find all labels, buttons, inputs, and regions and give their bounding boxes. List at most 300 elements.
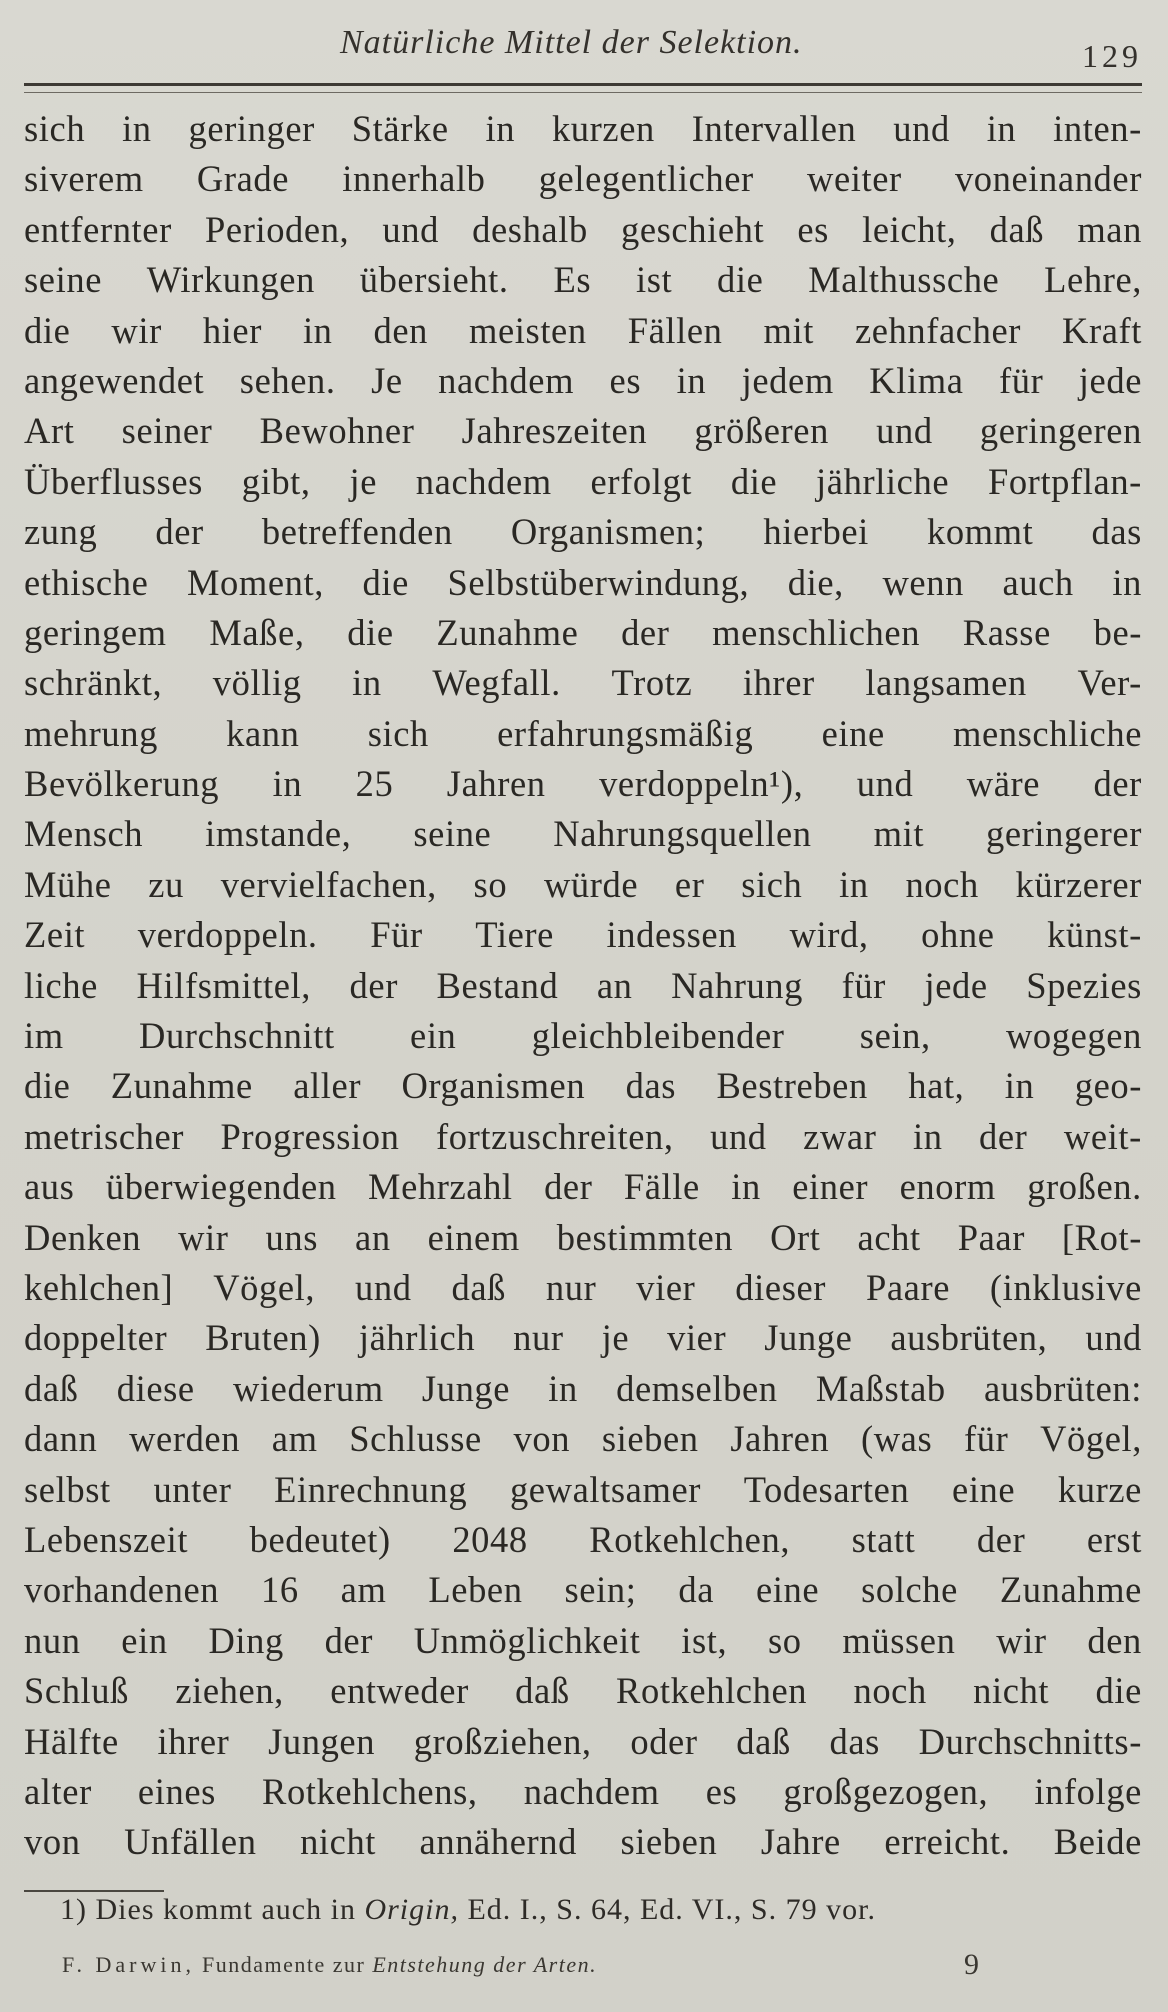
word: indessen — [606, 914, 738, 956]
word: die — [717, 259, 764, 301]
word: großgezogen, — [783, 1770, 989, 1812]
word: demselben — [616, 1367, 778, 1409]
text-line — [24, 1565, 1142, 1615]
word: Beide — [1053, 1821, 1142, 1863]
page-number: 129 — [1082, 38, 1142, 74]
word: Organismen — [401, 1065, 586, 1107]
word: Wirkungen — [146, 259, 315, 301]
word: Bruten) — [205, 1317, 321, 1359]
word: wenn — [882, 561, 964, 603]
word: je — [349, 460, 377, 502]
word: Paare — [865, 1266, 951, 1308]
word: von — [513, 1418, 571, 1460]
word: Schlusse — [349, 1418, 482, 1460]
word: sehen. — [239, 359, 336, 401]
word: Grade — [196, 158, 290, 200]
word: hier — [202, 309, 262, 351]
signature-title-plain: Fundamente zur — [201, 1952, 366, 1977]
word: geringerer — [986, 813, 1142, 855]
word: schränkt, — [24, 662, 163, 704]
word: jährliche — [816, 460, 950, 502]
word: Malthussche — [808, 259, 1000, 301]
word: 25 — [355, 763, 394, 805]
word: bestimmten — [556, 1216, 734, 1258]
word: langsamen — [865, 662, 1027, 704]
word: Rotkehlchens, — [262, 1770, 478, 1812]
text-line — [24, 1011, 1142, 1061]
word: Vögel, — [213, 1266, 316, 1308]
word: zwar — [803, 1115, 877, 1157]
word: sieben — [620, 1821, 718, 1863]
text-line — [24, 154, 1142, 204]
word: erfolgt — [590, 460, 693, 502]
footnote — [60, 1893, 876, 1927]
word: in — [676, 359, 707, 401]
word: doppelter — [24, 1317, 168, 1359]
word: Intervallen — [691, 108, 857, 149]
word: daß — [736, 1720, 791, 1762]
word: eine — [821, 712, 885, 754]
word: Schluß — [24, 1670, 129, 1712]
header-rule-thin — [24, 92, 1142, 93]
word: Einrechnung — [274, 1468, 468, 1510]
text-line — [24, 1213, 1142, 1263]
word: für — [841, 964, 886, 1006]
word: bedeutet) — [249, 1518, 391, 1560]
word: zung — [24, 511, 98, 553]
word: sich — [741, 863, 803, 905]
word: Je — [371, 359, 403, 401]
word: fortzuschreiten, — [435, 1115, 674, 1157]
word: infolge — [1034, 1770, 1142, 1812]
word: Unmöglichkeit — [413, 1619, 641, 1661]
word: acht — [857, 1216, 921, 1258]
text-line — [24, 1515, 1142, 1565]
word: meisten — [468, 309, 587, 351]
signature-line — [62, 1952, 597, 1978]
word: einem — [427, 1216, 520, 1258]
word: Zunahme — [436, 611, 579, 653]
text-line — [24, 809, 1142, 859]
word: in — [731, 1166, 761, 1208]
word: der — [976, 1518, 1026, 1560]
word: innerhalb — [342, 158, 486, 200]
text-line — [24, 255, 1142, 305]
word: Todesarten — [743, 1468, 910, 1510]
word: größeren — [694, 410, 829, 452]
word: be- — [1093, 611, 1142, 653]
word: in — [912, 1115, 943, 1157]
word: jede — [924, 964, 988, 1006]
word: sieben — [601, 1418, 699, 1460]
running-title: Natürliche Mittel der Selektion. — [340, 24, 803, 61]
word: gleichbleibender — [531, 1015, 785, 1057]
word: am — [340, 1569, 387, 1611]
word: solche — [861, 1569, 958, 1611]
word: Es — [553, 259, 592, 301]
word: Klima — [869, 359, 964, 401]
word: kürzerer — [1015, 863, 1142, 905]
word: so — [473, 863, 508, 905]
word: kurze — [1057, 1468, 1142, 1510]
word: in — [302, 309, 333, 351]
header-rule — [24, 83, 1142, 86]
word: gibt, — [241, 460, 311, 502]
word: den — [373, 309, 429, 351]
text-line — [24, 507, 1142, 557]
word: einer — [792, 1166, 869, 1208]
word: noch — [853, 1670, 927, 1712]
word: 2048 — [452, 1518, 528, 1560]
text-line — [24, 658, 1142, 708]
word: ist — [635, 259, 673, 301]
word: Für — [370, 914, 423, 956]
text-line — [24, 1666, 1142, 1716]
word: für — [998, 359, 1044, 401]
word: in — [272, 763, 303, 805]
word: menschliche — [952, 712, 1142, 754]
word: Mensch — [24, 813, 144, 855]
word: in — [1112, 561, 1142, 603]
body-text — [24, 104, 1142, 1868]
word: unter — [153, 1468, 232, 1510]
text-line — [24, 457, 1142, 507]
word: nicht — [300, 1821, 377, 1863]
word: und — [710, 1115, 767, 1157]
word: oder — [630, 1720, 698, 1762]
word: in — [548, 1367, 578, 1409]
word: Nahrungsquellen — [553, 813, 812, 855]
word: vier — [667, 1317, 727, 1359]
text-line — [24, 1061, 1142, 1111]
word: auch — [1002, 561, 1074, 603]
word: am — [271, 1418, 318, 1460]
word: Zunahme — [110, 1065, 253, 1107]
word: die — [347, 611, 394, 653]
word: für — [963, 1418, 1009, 1460]
word: der — [324, 1619, 373, 1661]
word: Art — [24, 410, 75, 452]
word: Paar — [957, 1216, 1025, 1258]
word: dieser — [735, 1266, 827, 1308]
word: Zeit — [24, 914, 86, 956]
word: Überflusses — [24, 460, 203, 502]
word: er — [674, 863, 705, 905]
word: entweder — [330, 1670, 469, 1712]
word: (inklusive — [989, 1266, 1142, 1308]
word: erfahrungsmäßig — [497, 712, 754, 754]
word: Lebenszeit — [24, 1518, 189, 1560]
word: Maßstab — [815, 1367, 946, 1409]
word: geringem — [24, 611, 167, 653]
word: Jahre — [760, 1821, 841, 1863]
word: wir — [111, 309, 162, 351]
text-line — [24, 205, 1142, 255]
word: jedem — [741, 359, 834, 401]
word: der — [544, 1166, 593, 1208]
word: verdoppeln¹), — [599, 763, 804, 805]
word: zehnfacher — [854, 309, 1022, 351]
word: in — [986, 108, 1017, 149]
word: seine — [413, 813, 492, 855]
word: kommt — [926, 511, 1034, 553]
word: seiner — [121, 410, 213, 452]
word: annähernd — [419, 1821, 577, 1863]
word: würde — [543, 863, 639, 905]
word: 16 — [261, 1569, 299, 1611]
word: Progression — [220, 1115, 400, 1157]
signature-author: F. Darwin, — [62, 1952, 195, 1977]
word: Durchschnitts- — [918, 1720, 1142, 1762]
word: eine — [952, 1468, 1016, 1510]
word: Hälfte — [24, 1720, 119, 1762]
word: liche — [24, 964, 98, 1006]
word: werden — [129, 1418, 241, 1460]
word: Nahrung — [671, 964, 804, 1006]
word: kehlchen] — [24, 1266, 174, 1308]
word: Fälle — [623, 1166, 700, 1208]
word: ihrer — [742, 662, 815, 704]
word: müssen — [842, 1619, 956, 1661]
word: daß — [989, 208, 1045, 250]
word: die — [1095, 1670, 1142, 1712]
word: kurzen — [551, 108, 655, 149]
word: Unfällen — [124, 1821, 257, 1863]
word: nur — [545, 1266, 597, 1308]
word: alter — [24, 1770, 92, 1812]
word: der — [349, 964, 398, 1006]
text-line — [24, 306, 1142, 356]
word: Jahren — [446, 763, 546, 805]
word: hat, — [908, 1065, 965, 1107]
word: der — [1093, 763, 1142, 805]
word: und — [856, 763, 914, 805]
word: Bevölkerung — [24, 763, 220, 805]
text-line — [24, 608, 1142, 658]
word: nachdem — [523, 1770, 660, 1812]
text-line — [24, 1313, 1142, 1363]
word: der — [979, 1115, 1028, 1157]
word: den — [1087, 1619, 1142, 1661]
word: man — [1077, 208, 1142, 250]
word: ausbrüten: — [983, 1367, 1142, 1409]
text-line — [24, 961, 1142, 1011]
word: diese — [116, 1367, 195, 1409]
word: Zunahme — [999, 1569, 1142, 1611]
footnote-rule — [24, 1890, 164, 1892]
footnote-text-before: Dies kommt auch in — [95, 1893, 356, 1926]
word: die — [24, 1065, 71, 1107]
word: sich — [24, 108, 86, 149]
word: in — [839, 863, 869, 905]
word: Fällen — [627, 309, 723, 351]
word: Fortpflan- — [987, 460, 1142, 502]
word: geringeren — [979, 410, 1142, 452]
word: Vögel, — [1040, 1418, 1142, 1460]
word: mehrung — [24, 712, 158, 754]
word: Ding — [208, 1619, 284, 1661]
word: eines — [137, 1770, 216, 1812]
word: inten- — [1053, 108, 1142, 149]
word: Jahreszeiten — [461, 410, 648, 452]
word: Denken — [24, 1216, 142, 1258]
word: mit — [763, 309, 814, 351]
word: wogegen — [1005, 1015, 1142, 1057]
word: vorhandenen — [24, 1569, 220, 1611]
word: statt — [851, 1518, 916, 1560]
word: so — [767, 1619, 802, 1661]
word: künst- — [1047, 914, 1142, 956]
footnote-italic-title: Origin, — [364, 1893, 459, 1926]
word: jede — [1078, 359, 1142, 401]
word: enorm — [899, 1166, 996, 1208]
word: vier — [636, 1266, 696, 1308]
word: an — [355, 1216, 391, 1258]
word: Durchschnitt — [139, 1015, 335, 1057]
text-line — [24, 1263, 1142, 1313]
word: die — [730, 460, 778, 502]
word: Trotz — [611, 662, 693, 704]
word: Organismen; — [510, 511, 706, 553]
word: weit- — [1063, 1115, 1142, 1157]
word: daß — [451, 1266, 506, 1308]
text-line — [24, 104, 1142, 154]
word: Leben — [428, 1569, 523, 1611]
word: leicht, — [862, 208, 957, 250]
word: geringer — [188, 108, 315, 149]
word: Mehrzahl — [368, 1166, 513, 1208]
word: Ver- — [1077, 662, 1142, 704]
word: Kraft — [1061, 309, 1142, 351]
word: je — [601, 1317, 630, 1359]
text-line — [24, 356, 1142, 406]
word: in — [1004, 1065, 1035, 1107]
word: ein — [121, 1619, 168, 1661]
text-line — [24, 709, 1142, 759]
word: großziehen, — [413, 1720, 592, 1762]
footnote-marker: 1) — [60, 1893, 87, 1926]
word: wird, — [789, 914, 869, 956]
word: ihrer — [157, 1720, 230, 1762]
word: von — [24, 1821, 81, 1863]
word: Perioden, — [205, 208, 350, 250]
word: gewaltsamer — [509, 1468, 701, 1510]
word: es — [705, 1770, 738, 1812]
word: Spezies — [1026, 964, 1142, 1006]
word: Maße, — [209, 611, 305, 653]
word: das — [1091, 511, 1142, 553]
word: großen. — [1027, 1166, 1142, 1208]
word: noch — [905, 863, 979, 905]
word: ethische — [24, 561, 149, 603]
word: Ort — [770, 1216, 821, 1258]
word: und — [382, 208, 439, 250]
word: (was — [860, 1418, 933, 1460]
word: Hilfsmittel, — [136, 964, 311, 1006]
word: daß — [515, 1670, 570, 1712]
word: ziehen, — [175, 1670, 284, 1712]
text-line — [24, 1465, 1142, 1515]
word: Junge — [764, 1317, 853, 1359]
word: die, — [787, 561, 844, 603]
word: kann — [226, 712, 300, 754]
word: im — [24, 1015, 64, 1057]
word: wäre — [966, 763, 1041, 805]
word: Moment, — [186, 561, 324, 603]
word: wir — [178, 1216, 229, 1258]
word: Wegfall. — [432, 662, 561, 704]
word: nur — [513, 1317, 564, 1359]
text-line — [24, 558, 1142, 608]
word: aller — [293, 1065, 362, 1107]
word: vervielfachen, — [220, 863, 437, 905]
signature-title-italic: Entstehung der Arten. — [372, 1952, 598, 1977]
word: ohne — [921, 914, 995, 956]
word: und — [355, 1266, 412, 1308]
word: Jahren — [730, 1418, 830, 1460]
word: nicht — [973, 1670, 1050, 1712]
word: Bestand — [436, 964, 559, 1006]
word: Tiere — [475, 914, 554, 956]
word: in — [352, 662, 382, 704]
word: aus — [24, 1166, 75, 1208]
word: nachdem — [438, 359, 575, 401]
word: ist, — [681, 1619, 728, 1661]
word: und — [1085, 1317, 1142, 1359]
word: hierbei — [763, 511, 869, 553]
word: weiter — [806, 158, 902, 200]
word: deshalb — [472, 208, 588, 250]
word: wiederum — [232, 1367, 384, 1409]
word: erst — [1086, 1518, 1142, 1560]
word: nachdem — [415, 460, 552, 502]
word: die — [362, 561, 409, 603]
word: geo- — [1074, 1065, 1142, 1107]
word: sein, — [859, 1015, 931, 1057]
word: Rasse — [962, 611, 1051, 653]
word: der — [621, 611, 670, 653]
text-line — [24, 1616, 1142, 1666]
word: mit — [873, 813, 925, 855]
text-line — [24, 910, 1142, 960]
word: Jungen — [268, 1720, 376, 1762]
word: daß — [24, 1367, 79, 1409]
word: in — [485, 108, 516, 149]
word: und — [893, 108, 950, 149]
text-line — [24, 1112, 1142, 1162]
word: sich — [367, 712, 429, 754]
word: Junge — [421, 1367, 511, 1409]
word: dann — [24, 1418, 98, 1460]
text-line — [24, 1717, 1142, 1767]
word: geschieht — [620, 208, 765, 250]
word: erreicht. — [884, 1821, 1011, 1863]
word: Stärke — [351, 108, 449, 149]
word: es — [609, 359, 642, 401]
word: völlig — [212, 662, 302, 704]
word: die — [24, 309, 71, 351]
text-line — [24, 406, 1142, 456]
text-line — [24, 1364, 1142, 1414]
text-line — [24, 759, 1142, 809]
word: voneinander — [954, 158, 1142, 200]
word: gelegentlicher — [538, 158, 754, 200]
text-line — [24, 1414, 1142, 1464]
text-line — [24, 1817, 1142, 1867]
footnote-text-after: Ed. I., S. 64, Ed. VI., S. 79 vor. — [467, 1893, 876, 1926]
word: das — [625, 1065, 677, 1107]
word: angewendet — [24, 359, 205, 401]
